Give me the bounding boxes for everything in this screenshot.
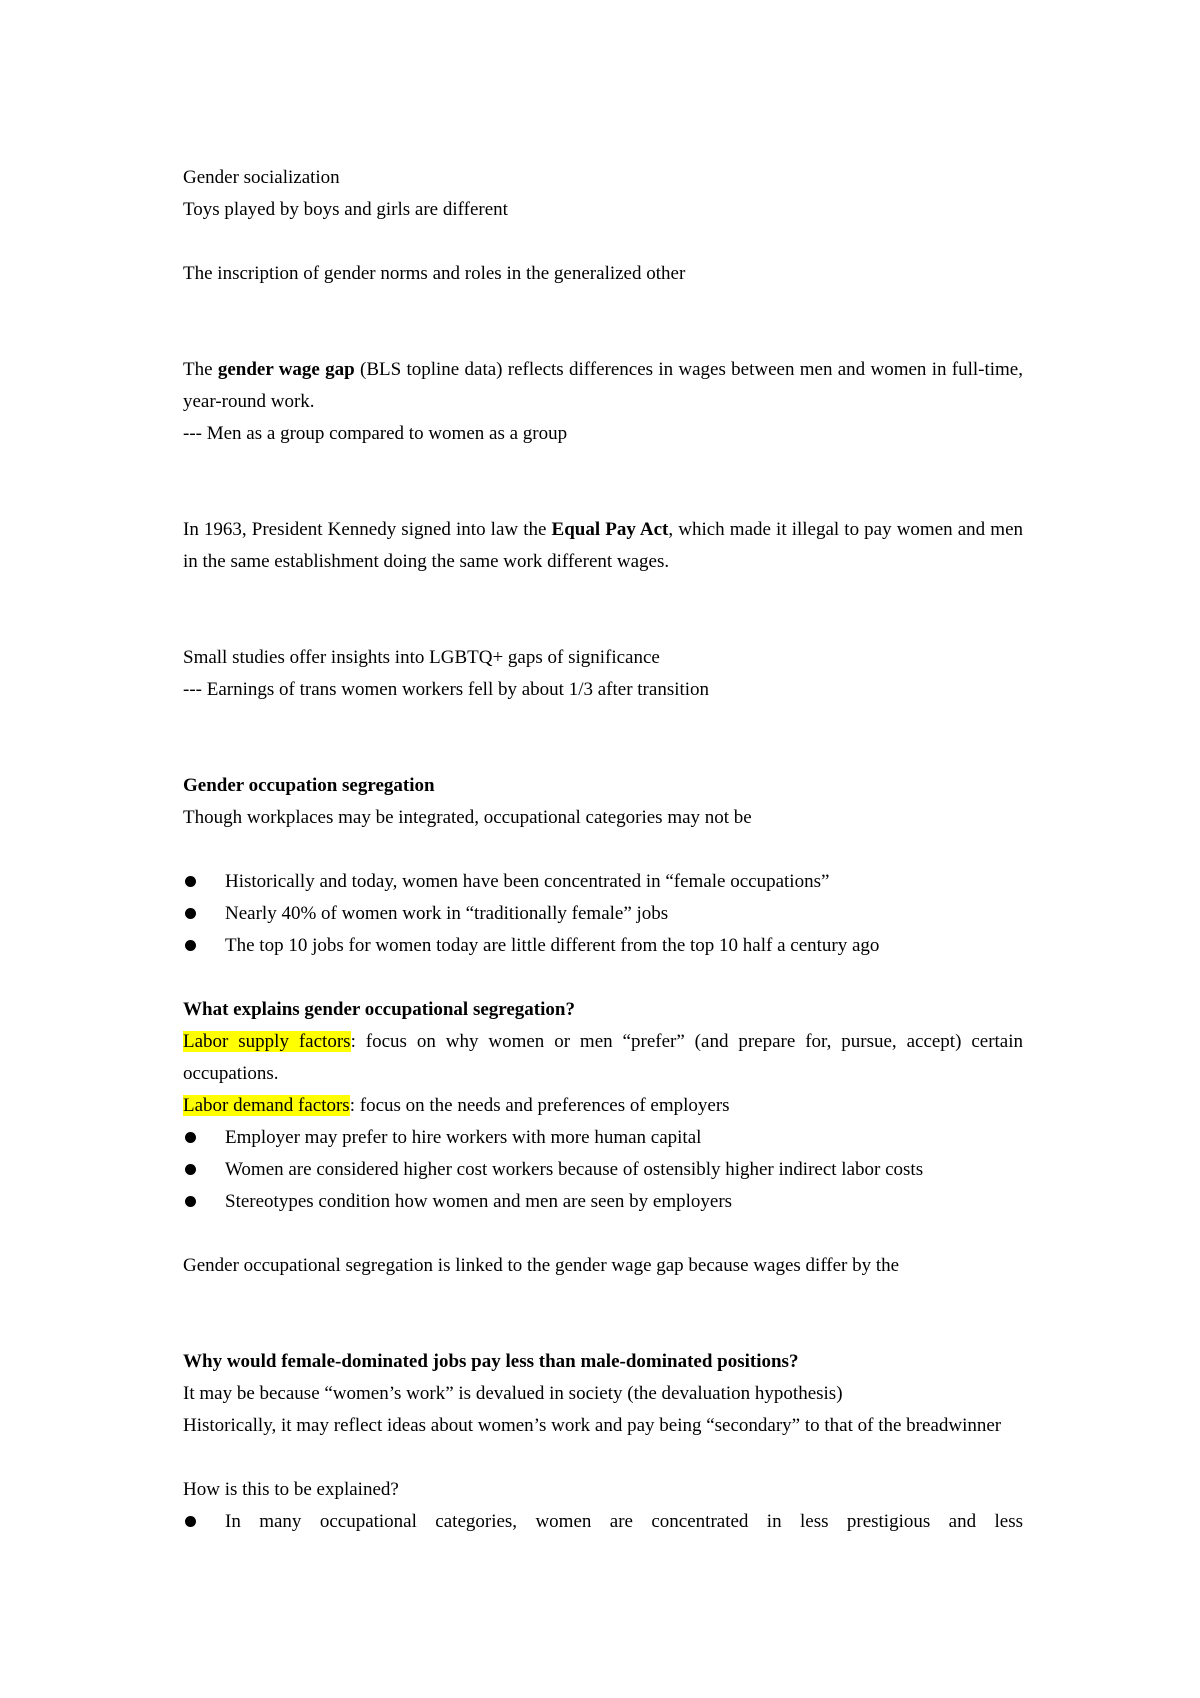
list-item: Stereotypes condition how women and men are seen by employers — [183, 1186, 1023, 1218]
paragraph-segregation-linked: Gender occupational segregation is linked to the gender wage gap because wages differ by the — [183, 1255, 900, 1276]
labor-demand-highlight: Labor demand factors — [183, 1095, 350, 1116]
paragraph-lgbtq: Small studies offer insights into LGBTQ+ gaps of significance — [183, 647, 660, 668]
bullet-icon — [185, 876, 196, 887]
paragraph-toys: Toys played by boys and girls are different — [183, 199, 508, 220]
bullet-icon — [185, 1164, 196, 1175]
equal-pay-term: Equal Pay Act — [551, 519, 669, 540]
bullet-icon — [185, 908, 196, 919]
paragraph-devaluation: It may be because “women’s work” is devalued in society (the devaluation hypothesis) — [183, 1383, 843, 1404]
paragraph-gender-socialization: Gender socialization — [183, 167, 340, 188]
paragraph-labor-supply — [183, 1026, 1023, 1090]
list-item: Employer may prefer to hire workers with more human capital — [183, 1122, 1023, 1154]
paragraph-men-vs-women: --- Men as a group compared to women as a group — [183, 423, 568, 444]
bullet-icon — [185, 1196, 196, 1207]
wage-gap-term: gender wage gap — [217, 359, 355, 380]
list-item: Historically and today, women have been concentrated in “female occupations” — [183, 866, 1023, 898]
equal-pay-post: , which made it illegal to pay women and men in the same establishment doing the same work different wages. — [183, 519, 1024, 572]
heading-gender-occupation-segregation: Gender occupation segregation — [183, 775, 435, 796]
equal-pay-pre: In 1963, President Kennedy signed into law the — [183, 519, 552, 540]
paragraph-labor-demand — [183, 1090, 1023, 1122]
bullet-icon — [185, 940, 196, 951]
paragraph-wage-gap — [183, 354, 1023, 418]
list-item: In many occupational categories, women are concentrated in less prestigious and less — [183, 1506, 1023, 1538]
labor-demand-text: : focus on the needs and preferences of employers — [349, 1095, 730, 1116]
paragraph-breadwinner: Historically, it may reflect ideas about women’s work and pay being “secondary” to that of the breadwinner — [183, 1415, 1002, 1436]
paragraph-how-explained: How is this to be explained? — [183, 1479, 399, 1500]
paragraph-trans-earnings: --- Earnings of trans women workers fell by about 1/3 after transition — [183, 679, 710, 700]
heading-why-female-jobs-pay-less: Why would female-dominated jobs pay less than male-dominated positions? — [183, 1351, 799, 1372]
bullet-icon — [185, 1132, 196, 1143]
labor-supply-text: : focus on why women or men “prefer” (and prepare for, pursue, accept) certain occupations. — [183, 1031, 1024, 1084]
paragraph-workplaces-integrated: Though workplaces may be integrated, occupational categories may not be — [183, 807, 752, 828]
document-page — [183, 162, 1023, 1538]
labor-supply-highlight: Labor supply factors — [183, 1031, 351, 1052]
wage-gap-pre: The — [183, 359, 218, 380]
list-item: Women are considered higher cost workers because of ostensibly higher indirect labor costs — [183, 1154, 1023, 1186]
wage-gap-post: (BLS topline data) reflects differences in wages between men and women in full-time, year-round work. — [183, 359, 1023, 412]
list-item: Nearly 40% of women work in “traditionally female” jobs — [183, 898, 1023, 930]
list-item: The top 10 jobs for women today are little different from the top 10 half a century ago — [183, 930, 1023, 962]
bullet-icon — [185, 1516, 196, 1527]
paragraph-inscription: The inscription of gender norms and roles in the generalized other — [183, 263, 686, 284]
heading-what-explains: What explains gender occupational segregation? — [183, 999, 575, 1020]
paragraph-equal-pay-act — [183, 514, 1023, 578]
